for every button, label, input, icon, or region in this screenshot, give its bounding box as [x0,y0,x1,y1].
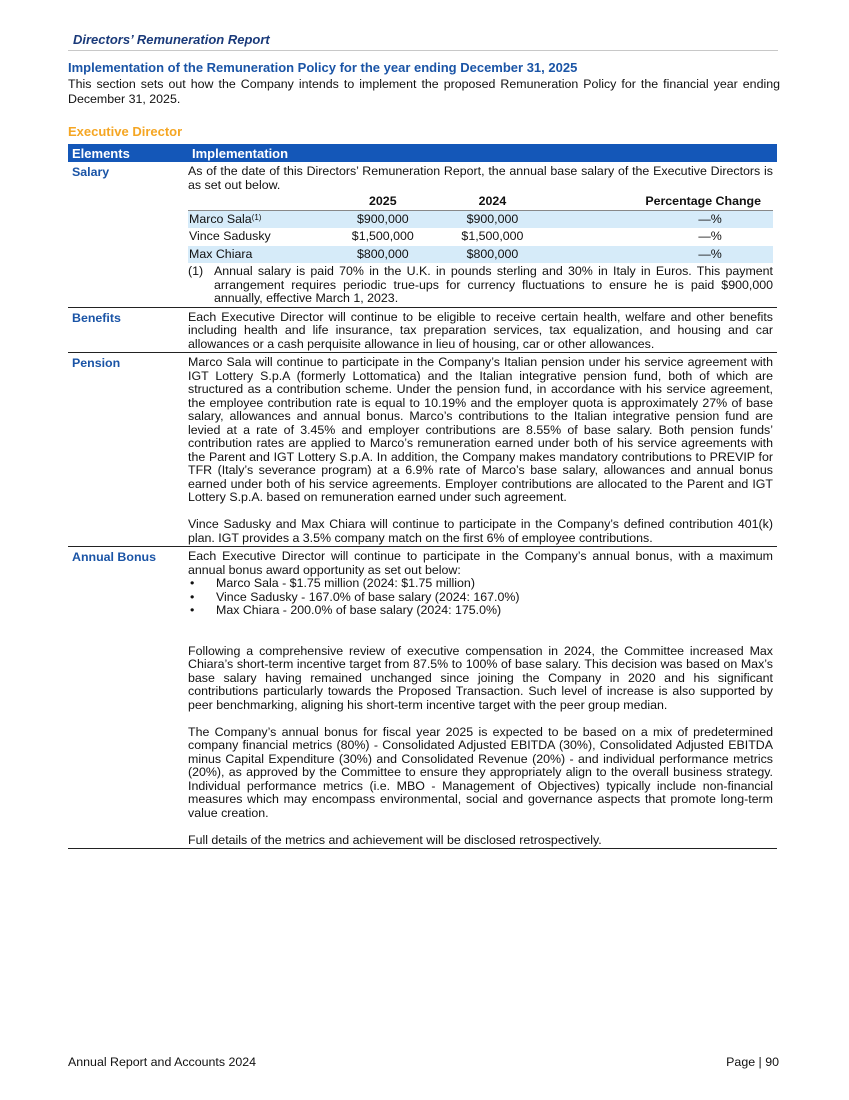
pension-paragraph: Marco Sala will continue to participate in the Company’s Italian pension under his service agreement with IGT Lottery S.p.A (formerly Lottomatica) and the Italian integrative pension fund, both of which are structured as a contribution scheme. Under the pension fund, in accordance with his service agreement, the employee contribution rate is equal to 10.19% and the employer quota is approximately 27% of base salary, allowances and annual bonus. Marco’s contributions to the Italian integrative pension fund are levied at a rate of 3.45% and employer contributions are 8.55% of base salary. Both pension funds’ contribution rates are applied to Marco’s remuneration earned under both of his service agreements with the Parent and IGT Lottery S.p.A. In addition, the Company makes mandatory contributions to PREVIP for TFR (Italy’s severance program) at a 6.9% rate of Marco’s base salary, allowances and annual bonus earned under both of his service agreements. Employer contributions are allocated to the Parent and IGT Lottery S.p.A. based on remuneration earned under such agreement. [188,355,773,504]
row-label-salary: Salary [72,165,110,179]
salary-table [188,193,773,263]
bullet: • [190,589,195,604]
bullet: • [190,576,195,590]
salary-col-name [188,193,328,210]
salary-2025: $1,500,000 [351,229,414,243]
table-row-benefits [68,308,777,354]
bonus-paragraph: Full details of the metrics and achievement will be disclosed retrospectively. [188,832,602,847]
salary-name: Marco Sala [189,211,252,226]
salary-col-2025: 2025 [328,193,438,210]
table-row [188,210,773,228]
bonus-list [188,577,773,618]
salary-2024: $900,000 [438,210,548,228]
salary-change: —% [547,246,773,264]
table-row-annual-bonus [68,547,777,849]
pension-paragraph: Vince Sadusky and Max Chiara will continue to participate in the Company’s defined contribution 401(k) plan. IGT provides a 3.5% company match on the first 6% of employee contributions. [188,517,773,545]
footnote-ref: (1) [251,212,262,222]
bullet-text: Marco Sala - $1.75 million (2024: $1.75 million) [216,576,475,590]
table-header-row [68,144,777,162]
row-label-pension: Pension [72,356,121,370]
list-item [188,577,773,591]
header-elements: Elements [72,145,130,161]
header-implementation: Implementation [192,145,289,161]
bonus-intro: Each Executive Director will continue to participate in the Company’s annual bonus, with a maximum annual bonus award opportunity as set out below: [188,549,773,577]
executive-director-heading: Executive Director [68,124,183,139]
salary-change: —% [698,229,722,243]
list-item [188,604,773,618]
list-item [188,591,773,605]
pension-content [188,353,773,546]
salary-2024: $800,000 [438,246,548,264]
salary-change: —% [547,210,773,228]
bonus-content [188,547,773,848]
benefits-content [188,308,773,353]
table-row-pension [68,353,777,547]
salary-2024: $1,500,000 [461,229,524,243]
salary-footnote [188,265,773,306]
section-intro: This section sets out how the Company intends to implement the proposed Remuneration Policy for the financial year ending December 31, 2025. [68,77,780,106]
salary-name: Max Chiara [189,246,253,261]
footnote-text: Annual salary is paid 70% in the U.K. in pounds sterling and 30% in Italy in Euros. This payment arrangement requires periodic true-ups for currency fluctuations to ensure he is paid $900,000 annually, effective March 1, 2023. [214,264,773,305]
table-row-salary [68,162,777,308]
salary-col-change: Percentage Change [547,193,773,210]
report-header-title: Directors’ Remuneration Report [73,32,270,47]
benefits-text: Each Executive Director will continue to be eligible to receive certain health, welfare and other benefits including health and life insurance, tax preparation services, tax equalization, and housing and car allowances or a cash perquisite allowance in lieu of housing, car or other allowances. [188,309,773,351]
row-label-annual-bonus: Annual Bonus [72,550,156,564]
bonus-paragraph: Following a comprehensive review of executive compensation in 2024, the Committee increased Max Chiara’s short-term incentive target from 87.5% to 100% of base salary. This decision was based on Max’s base salary having remained unchanged since joining the Company in 2020 and his significant contributions particularly towards the Proposed Transaction. Such level of increase is also supported by peer benchmarking, aligning his short-term incentive target with the peer group median. [188,643,773,712]
salary-col-2024: 2024 [438,193,548,210]
table-row [188,228,773,246]
salary-name: Vince Sadusky [189,229,271,243]
footnote-mark: (1) [188,264,204,278]
header-divider [68,50,778,51]
salary-intro: As of the date of this Directors’ Remuneration Report, the annual base salary of the Executive Directors is as set out below. [188,164,773,192]
footer-page-number: Page | 90 [726,1055,779,1069]
salary-content [188,162,773,307]
salary-2025: $800,000 [328,246,438,264]
bullet: • [190,603,195,617]
implementation-table [68,144,777,849]
bonus-paragraph: The Company’s annual bonus for fiscal year 2025 is expected to be based on a mix of predetermined company financial metrics (80%) - Consolidated Adjusted EBITDA (30%), Consolidated Adjusted EBITDA minus Capital Expenditure (30%) and Consolidated Revenue (20%) - and individual performance metrics (20%), as approved by the Committee to ensure they appropriately align to the overall business strategy. Individual performance metrics (i.e. MBO - Management of Objectives) typically include non-financial measures which may encompass environmental, social and governance aspects that promote long-term value creation. [188,724,773,820]
bullet-text: Max Chiara - 200.0% of base salary (2024: 175.0%) [216,603,502,617]
salary-2025: $900,000 [328,210,438,228]
row-label-benefits: Benefits [72,310,121,325]
footer-report-name: Annual Report and Accounts 2024 [68,1055,257,1069]
table-row [188,246,773,264]
bullet-text: Vince Sadusky - 167.0% of base salary (2024: 167.0%) [216,589,520,604]
section-title: Implementation of the Remuneration Policy for the year ending December 31, 2025 [68,60,578,75]
